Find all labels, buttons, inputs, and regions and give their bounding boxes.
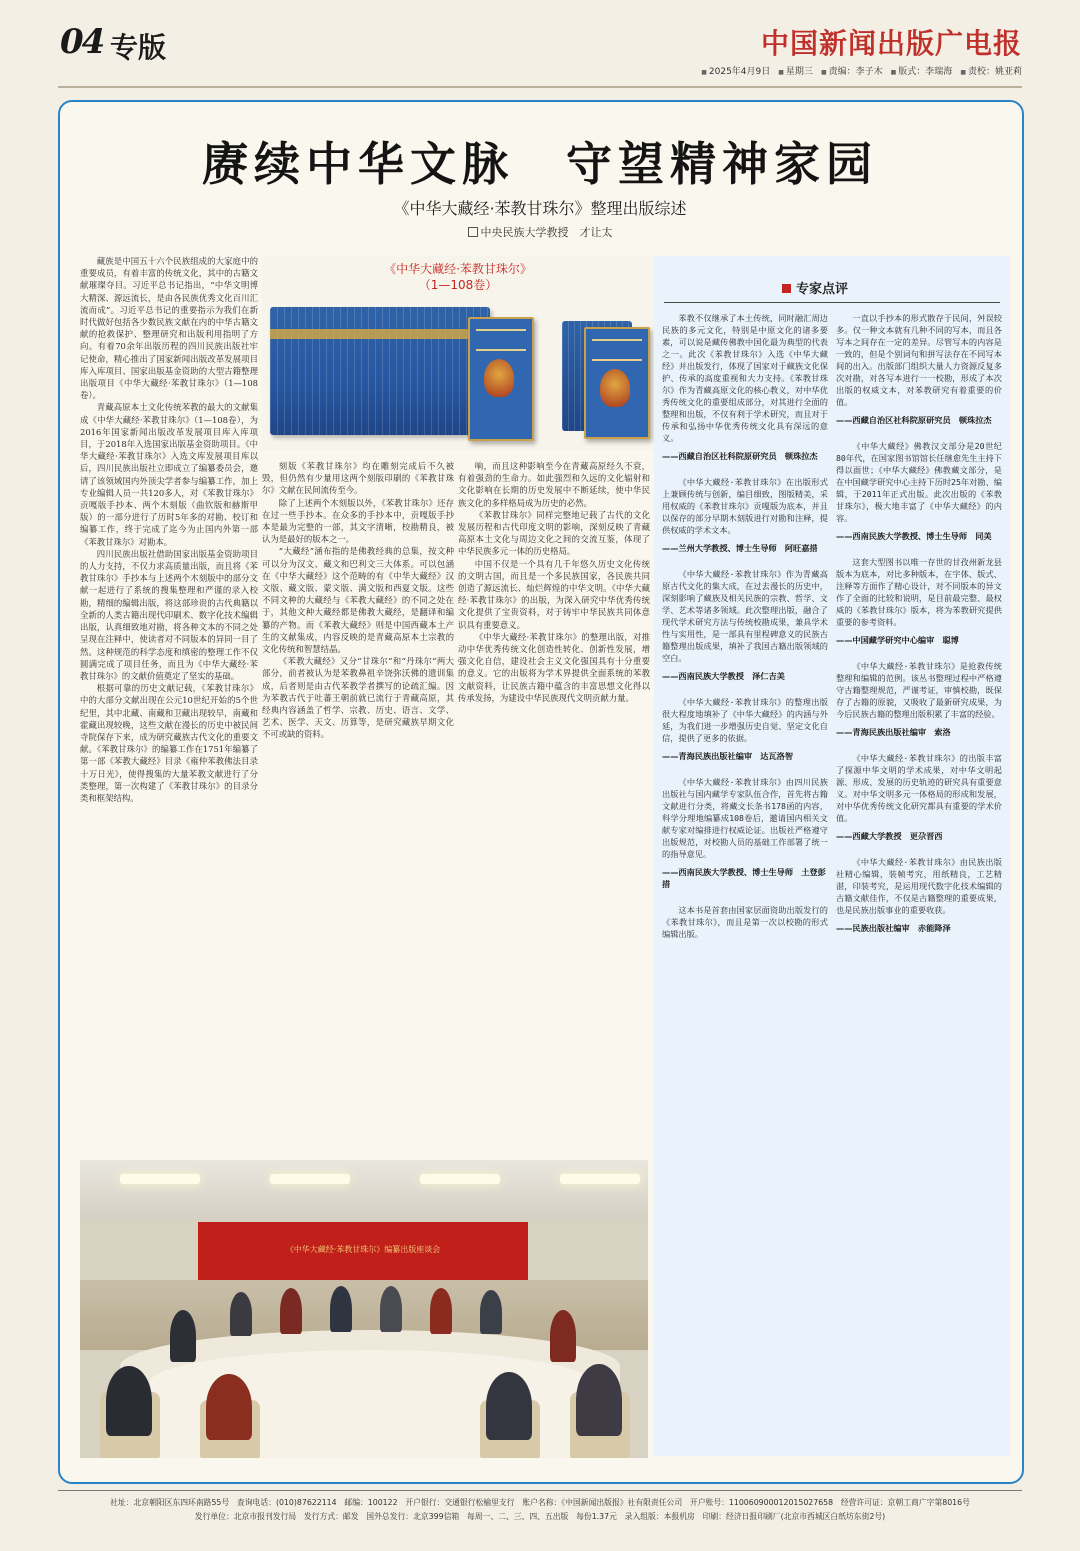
book-box-cover [468, 317, 534, 441]
expert-review: 《中华大藏经·苯教甘珠尔》由民族出版社精心编辑，装帧考究，用纸精良，工艺精湛，印装考究，是运用现代数字化技术编辑的古籍文献佳作，不仅是古籍整理的重要成果，也是民族出版事业的重要收获。 [836, 857, 1002, 915]
expert-review: 《中华大藏经·苯教甘珠尔》由四川民族出版社与国内藏学专家队伍合作，首先将古籍文献进行分类，将藏文长条书178函的内容，科学分理地编纂成108卷后，邀请国内相关文献专家对编排进行权威论证。出版社严格遵守出版规范，对校勘人员的基础工作部署了统一的指导意见。 [662, 777, 828, 859]
footer-rule [58, 1490, 1022, 1491]
expert-signature: —— 民族出版社编审 赤能降泽 [836, 922, 1002, 934]
issue-weekday: ■ 星期三 [778, 64, 813, 77]
book-set-image [262, 255, 654, 450]
expert-signature: —— 西南民族大学教授、博士生导师 同美 [836, 530, 1002, 542]
expert-review: 《中华大藏经·苯教甘珠尔》作为青藏高原古代文化的集大成，在过去漫长的历史中，深刻影响了藏族及相关民族的宗教、哲学、文学、艺术等诸多领域。此次整理出版，融合了现代学术研究方法与传统校勘成果，兼具学术性与实用性，是一部具有里程碑意义的民族古籍整理出版成果，填补了我国古籍出版领域的空白。 [662, 569, 828, 663]
expert-signature: —— 西藏大学教授 更尕晋西 [836, 830, 1002, 842]
expert-panel-title: 专家点评 [782, 278, 848, 297]
expert-signature: —— 青海民族出版社编审 索洛 [836, 726, 1002, 738]
expert-signature: —— 西南民族大学教授、博士生导师 土登彭措 [662, 866, 828, 890]
article-column-3: 响，而且这种影响至今在青藏高原经久不衰，有着强劲的生命力。如此强烈和久远的文化辐射和文化影响在长期的历史发展中不断延续，使中华民族文化的多样格局成为历史的必然。 《苯教甘珠尔》同样完整地记载了古代的文化发展历程和古代印度文明的影响，深刻反映了青藏高原本土文化与周边文化之间的交流互鉴，体现了中华民族多元一体的历史格局。 中国不仅是一个具有几千年悠久历史文化传统的文明古国，而且是一个多民族国家，各民族共同创造了源远流长、灿烂辉煌的中华文明。《中华大藏经·苯教甘珠尔》的出版，为深入研究中华优秀传统文化提供了宝贵资料，对于铸牢中华民族共同体意识具有重要意义。 《中华大藏经·苯教甘珠尔》的整理出版，对推动中华优秀传统文化创造性转化、创新性发展，增强文化自信，建设社会主义文化强国具有十分重要的意义。它的出版将为学术界提供全面系统的苯教文献资料，让民族古籍中蕴含的丰富思想文化得以传承发扬，为建设中华民族现代文明贡献力量。 [458, 461, 650, 703]
expert-review: 《中华大藏经》佛教汉文部分是20世纪80年代，在国家图书馆馆长任继愈先生主持下得以面世；《中华大藏经》佛教藏文部分，是在中国藏学研究中心主持下历时25年对勘、编辑，于2011年正式出版。此次出版的《苯教甘珠尔》，极大地丰富了《中华大藏经》的内容。 [836, 441, 1002, 523]
imprint-line-2: 发行单位：北京市报刊发行局 发行方式：邮发 国外总发行：北京399信箱 每周一、二、三、四、五出版 每份1.37元 录入组版：本报机房 印刷：经济日报印刷厂(北京市西城区白纸坊东街2号) [194, 1512, 886, 1521]
masthead-rule [58, 86, 1022, 88]
book-spines-left [270, 307, 490, 435]
book-set-caption: 《中华大藏经·苯教甘珠尔》 （1—108卷） [384, 262, 532, 292]
section-name: 专版 [110, 31, 167, 64]
expert-signature: —— 西藏自治区社科院原研究员 顿珠拉杰 [836, 414, 1002, 426]
issue-layout: ■ 版式：李瑞海 [891, 64, 953, 77]
expert-signature: —— 中国藏学研究中心编审 聪博 [836, 634, 1002, 646]
expert-review: 一直以手抄本的形式散存于民间，舛误较多。仅一种文本就有几种不同的写本，而且各写本之间存在一定的差异。尽管写本的内容是一致的，但是个别词句和拼写法存在不同写本间的出入。出版部门组织大量人力资源反复多次对勘，对各写本进行一一校勘，形成了本次出版的权威文本，对苯教研究有着重要的价值。 [836, 313, 1002, 407]
expert-review: 《中华大藏经·苯教甘珠尔》在出版形式上兼顾传统与创新，编目细致，图版精美，采用权威的《苯教甘珠尔》贡嘎版为底本，并且以保存的部分早期木刻版进行对勘和注释，提供权威的学术文本。 [662, 477, 828, 535]
expert-commentary-panel [654, 256, 1010, 1456]
book-box-cover-right [584, 327, 650, 439]
article-subtitle: 《中华大藏经·苯教甘珠尔》整理出版综述 [393, 199, 687, 218]
expert-review: 这本书是首套由国家层面资助出版发行的《苯教甘珠尔》，而且是第一次以校勘的形式编辑出版。 [662, 905, 828, 939]
issue-info [701, 64, 1022, 77]
expert-signature: —— 西藏自治区社科院原研究员 顿珠拉杰 [662, 450, 828, 462]
expert-review: 《中华大藏经·苯教甘珠尔》的出版丰富了探源中华文明的学术成果，对中华文明起源、形成、发展的历史轨迹的研究具有重要意义。对中华文明多元一体格局的形成和发展，对中华优秀传统文化研究都具有重要的学术价值。 [836, 753, 1002, 823]
expert-signature: —— 西南民族大学教授 泽仁吉美 [662, 670, 828, 682]
expert-review: 《中华大藏经·苯教甘珠尔》的整理出版很大程度地填补了《中华大藏经》的内涵与外延，为我们进一步增强历史自觉、坚定文化自信，提供了更多的依据。 [662, 697, 828, 743]
expert-review: 苯教不仅继承了本土传统，同时融汇周边民族的多元文化，特别是中原文化的诸多要素，可以说是藏传佛教中国化最为典型的代表之一。此次《苯教甘珠尔》入选《中华大藏经》并出版发行，体现了国家对于藏族文化保护、传承的高度重视和大力支持。《苯教甘珠尔》作为青藏高原文化的核心教义，对中华优秀传统文化的重要组成部分，对其进行全面的整理和出版，不仅有利于学术研究，而且对于传承和弘扬中华优秀传统文化具有深远的意义。 [662, 313, 828, 443]
expert-signature: —— 兰州大学教授、博士生导师 阿旺嘉措 [662, 542, 828, 554]
meeting-photo [80, 1160, 648, 1458]
issue-proofreader: ■ 责校：姚亚莉 [960, 64, 1022, 77]
newspaper-logo: 中国新闻出版广电报 [760, 27, 1022, 60]
expert-signature: —— 青海民族出版社编审 达瓦洛智 [662, 750, 828, 762]
issue-date: ■ 2025年4月9日 [701, 64, 770, 77]
article-byline: 中央民族大学教授 才让太 [0, 224, 1080, 240]
expert-review: 这套大型图书以唯一存世的甘孜州新龙县版本为底本，对比多种版本，在字体、版式、注释等方面作了精心设计，对不同版本的异文作了全面的比较和说明，是目前最完整、最权威的《苯教甘珠尔》版本，将为苯教研究提供重要的参考资料。 [836, 557, 1002, 627]
masthead [0, 0, 1080, 100]
issue-editor: ■ 责编：李子木 [821, 64, 883, 77]
article-column-2: 刻版《苯教甘珠尔》均在雕刻完成后不久被毁，但仍然有少量用这两个刻版印刷的《苯教甘珠尔》文献在民间流传至今。 除了上述两个木刻版以外，《苯教甘珠尔》还存在过一些手抄本。在众多的手抄本中，贡嘎版手抄本是最为完整的一部，其文字清晰，校勘精良，被认为是最好的版本之一。 “大藏经”涵布指的是佛教经典的总集，按文种可以分为汉文、藏文和巴利文三大体系。可以包涵在《中华大藏经》这个范畴的有《中华大藏经》汉文版、藏文版、蒙文版、满文版和西夏文版。这些不同文种的大藏经与《苯教大藏经》的不同之处在于，其他文种大藏经都是佛教大藏经，是翻译和编纂的产物。而《苯教大藏经》则是中国西藏本土产生的文献集成，内容反映的是青藏高原本土宗教的文化传统和智慧结晶。 《苯教大藏经》又分“甘珠尔”和“丹珠尔”两大部分，前者被认为是苯教鼻祖辛饶弥沃佛的遗训集成，后者则是由古代苯教学者撰写的论疏汇编。因为苯教古代于吐蕃王朝前就已流行于青藏高原，其经典内容涵盖了哲学、宗教、历史、语言、文学、艺术、医学、天文、历算等，是研究藏族早期文化不可或缺的资料。 [262, 461, 454, 740]
article-title: 赓续中华文脉 守望精神家园 [202, 137, 878, 191]
article-column-1: 藏族是中国五十六个民族组成的大家庭中的重要成员，有着丰富的传统文化，其中的古籍文献璀璨夺目。习近平总书记指出，“中华文明博大精深、源远流长，是由各民族优秀文化百川汇流而成”。习近平总书记的重要指示为我们在新时代做好包括各少数民族文献在内的中华古籍文献的抢救保护、整理研究和出版利用指明了方向。有着70余年出版历程的四川民族出版社牢记使命，精心推出了国家新闻出版改革发展项目库入库项目、国家出版基金资助的大型古籍整理出版项目《中华大藏经·苯教甘珠尔》（1—108卷）。 青藏高原本土文化传统苯教的最大的文献集成《中华大藏经·苯教甘珠尔》（1—108卷），为2016年国家新闻出版改革发展项目库入库项目，于2018年入选国家出版基金资助项目。《中华大藏经·苯教甘珠尔》入选文库发展项目库以后，四川民族出版社立即成立了编纂委员会，邀请了该领域国内外顶尖学者参与编纂工作，加上专业编辑人员一共120多人，对《苯教甘珠尔》贡嘎版手抄本、两个木刻版（曲钦版和赫斯甲版）的一部分进行了历时5年多的对勘、校订和编纂工作，终于完成了迄今为止国内外第一部《苯教甘珠尔》对勘本。 四川民族出版社借助国家出版基金资助项目的人力支持，不仅力求高质量出版，而且将《苯教甘珠尔》手抄本与上述两个木刻版中的部分文献一起进行了系统的搜集整理和严谨的录入校勘，精细的编辑出版，将这部珍贵的古代典籍以全新的人类古籍出现代印刷术、数字化技术编辑出版，认真细致地对勘，将各种文本的不同之处呈现在注释中，使读者对不同版本的异同一目了然。这种规范的科学态度和缜密的整理工作不仅圆满完成了项目任务，而且为《中华大藏经·苯教甘珠尔》的文献价值奠定了坚实的基础。 根据可靠的历史文献记载，《苯教甘珠尔》中的大部分文献出现在公元10世纪开始的5个世纪里，其中北藏、南藏和卫藏出现较早，南藏和霍藏出现较晚，这些文献在漫长的历史中被民间寺院保存下来，成为研究藏族古代文化的重要文献。《苯教甘珠尔》的编纂工作在1751年编纂了第一部《苯教大藏经》目录《雍仲苯教佛法目录十万日光》，使得搜集的大量苯教文献进行了分类整理，第一次构建了《苯教甘珠尔》的目录分类和框架结构。 [80, 256, 258, 803]
page-number: 04 [60, 22, 104, 62]
expert-column-a [662, 312, 828, 1447]
imprint-line-1: 社址：北京朝阳区东四环南路55号 查询电话：(010)87622114 邮编：100122 开户银行：交通银行松榆里支行 账户名称：《中国新闻出版报》社有限责任公司 开户账号：110060900012015027658 经营许可证：京朝工商广字第8016号 [110, 1498, 970, 1507]
expert-column-b [836, 312, 1002, 1447]
meeting-banner: 《中华大藏经·苯教甘珠尔》编纂出版座谈会 [198, 1222, 528, 1284]
expert-review: 《中华大藏经·苯教甘珠尔》是抢救传统整理和编辑的范例。该丛书整理过程中严格遵守古籍整理规范，严谨考证，审慎校勘，既保存了古籍的原貌，又吸收了最新研究成果，为今后民族古籍的整理出版积累了丰富的经验。 [836, 661, 1002, 719]
imprint-footer [58, 1496, 1022, 1524]
